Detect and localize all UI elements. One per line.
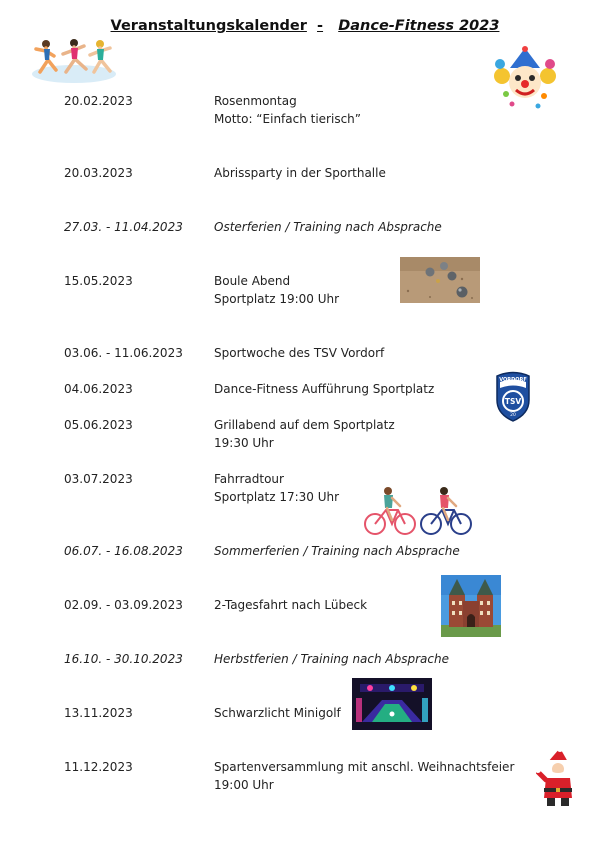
event-date: 20.03.2023 [64, 166, 133, 180]
event-title: Osterferien / Training nach Absprache [214, 220, 442, 234]
event-detail: Motto: “Einfach tierisch” [214, 112, 361, 126]
cyclists-clipart [362, 484, 474, 536]
event-date: 11.12.2023 [64, 760, 133, 774]
page-title [0, 18, 610, 34]
event-detail: Sportplatz 17:30 Uhr [214, 490, 340, 504]
event-date: 06.07. - 16.08.2023 [64, 544, 183, 558]
logo-top-text: VORDORF [499, 377, 527, 383]
logo-year: 20 [510, 413, 516, 418]
event-date: 27.03. - 11.04.2023 [64, 220, 183, 234]
event-description [214, 92, 361, 128]
event-description [214, 164, 386, 182]
event-detail: 19:30 Uhr [214, 436, 274, 450]
event-title: Herbstferien / Training nach Absprache [214, 652, 449, 666]
event-description [214, 758, 514, 794]
event-title: Sommerferien / Training nach Absprache [214, 544, 460, 558]
event-date: 16.10. - 30.10.2023 [64, 652, 183, 666]
event-title: 2-Tagesfahrt nach Lübeck [214, 598, 368, 612]
event-date: 03.07.2023 [64, 472, 133, 486]
holstentor-photo [441, 575, 501, 637]
blacklight-minigolf-photo [352, 678, 432, 730]
title-separator: - [317, 18, 324, 34]
cyclist-1 [365, 487, 415, 534]
event-description [214, 542, 460, 560]
event-detail: 19:00 Uhr [214, 778, 274, 792]
event-title: Schwarzlicht Minigolf [214, 706, 341, 720]
event-title: Fahrradtour [214, 472, 284, 486]
event-description [214, 596, 367, 614]
event-date: 15.05.2023 [64, 274, 133, 288]
event-description [214, 416, 395, 452]
logo-letters: TSV [504, 397, 522, 406]
event-title: Sportwoche des TSV Vordorf [214, 346, 385, 360]
event-title: Abrissparty in der Sporthalle [214, 166, 386, 180]
event-date: 20.02.2023 [64, 94, 133, 108]
cyclist-2 [421, 487, 471, 534]
event-description [214, 704, 341, 722]
event-description [214, 218, 442, 236]
event-title: Boule Abend [214, 274, 291, 288]
event-description [214, 272, 339, 308]
event-date: 02.09. - 03.09.2023 [64, 598, 183, 612]
event-description [214, 470, 339, 506]
boule-photo [400, 257, 480, 303]
event-date: 13.11.2023 [64, 706, 133, 720]
tsv-vordorf-logo [494, 370, 532, 422]
event-date: 04.06.2023 [64, 382, 133, 396]
clown-clipart [492, 46, 558, 112]
santa-claus-clipart [536, 748, 580, 808]
dancer-1 [36, 40, 56, 72]
event-title: Dance-Fitness Aufführung Sportplatz [214, 382, 435, 396]
event-detail: Sportplatz 19:00 Uhr [214, 292, 340, 306]
dancers-clipart [30, 36, 118, 84]
event-date: 03.06. - 11.06.2023 [64, 346, 183, 360]
event-description [214, 344, 384, 362]
event-date: 05.06.2023 [64, 418, 133, 432]
event-description [214, 380, 434, 398]
event-title: Grillabend auf dem Sportplatz [214, 418, 395, 432]
event-title: Spartenversammlung mit anschl. Weihnachtsfeier [214, 760, 515, 774]
title-part2: Dance-Fitness 2023 [338, 18, 500, 34]
event-description [214, 650, 449, 668]
title-part1: Veranstaltungskalender [110, 18, 307, 34]
event-title: Rosenmontag [214, 94, 297, 108]
